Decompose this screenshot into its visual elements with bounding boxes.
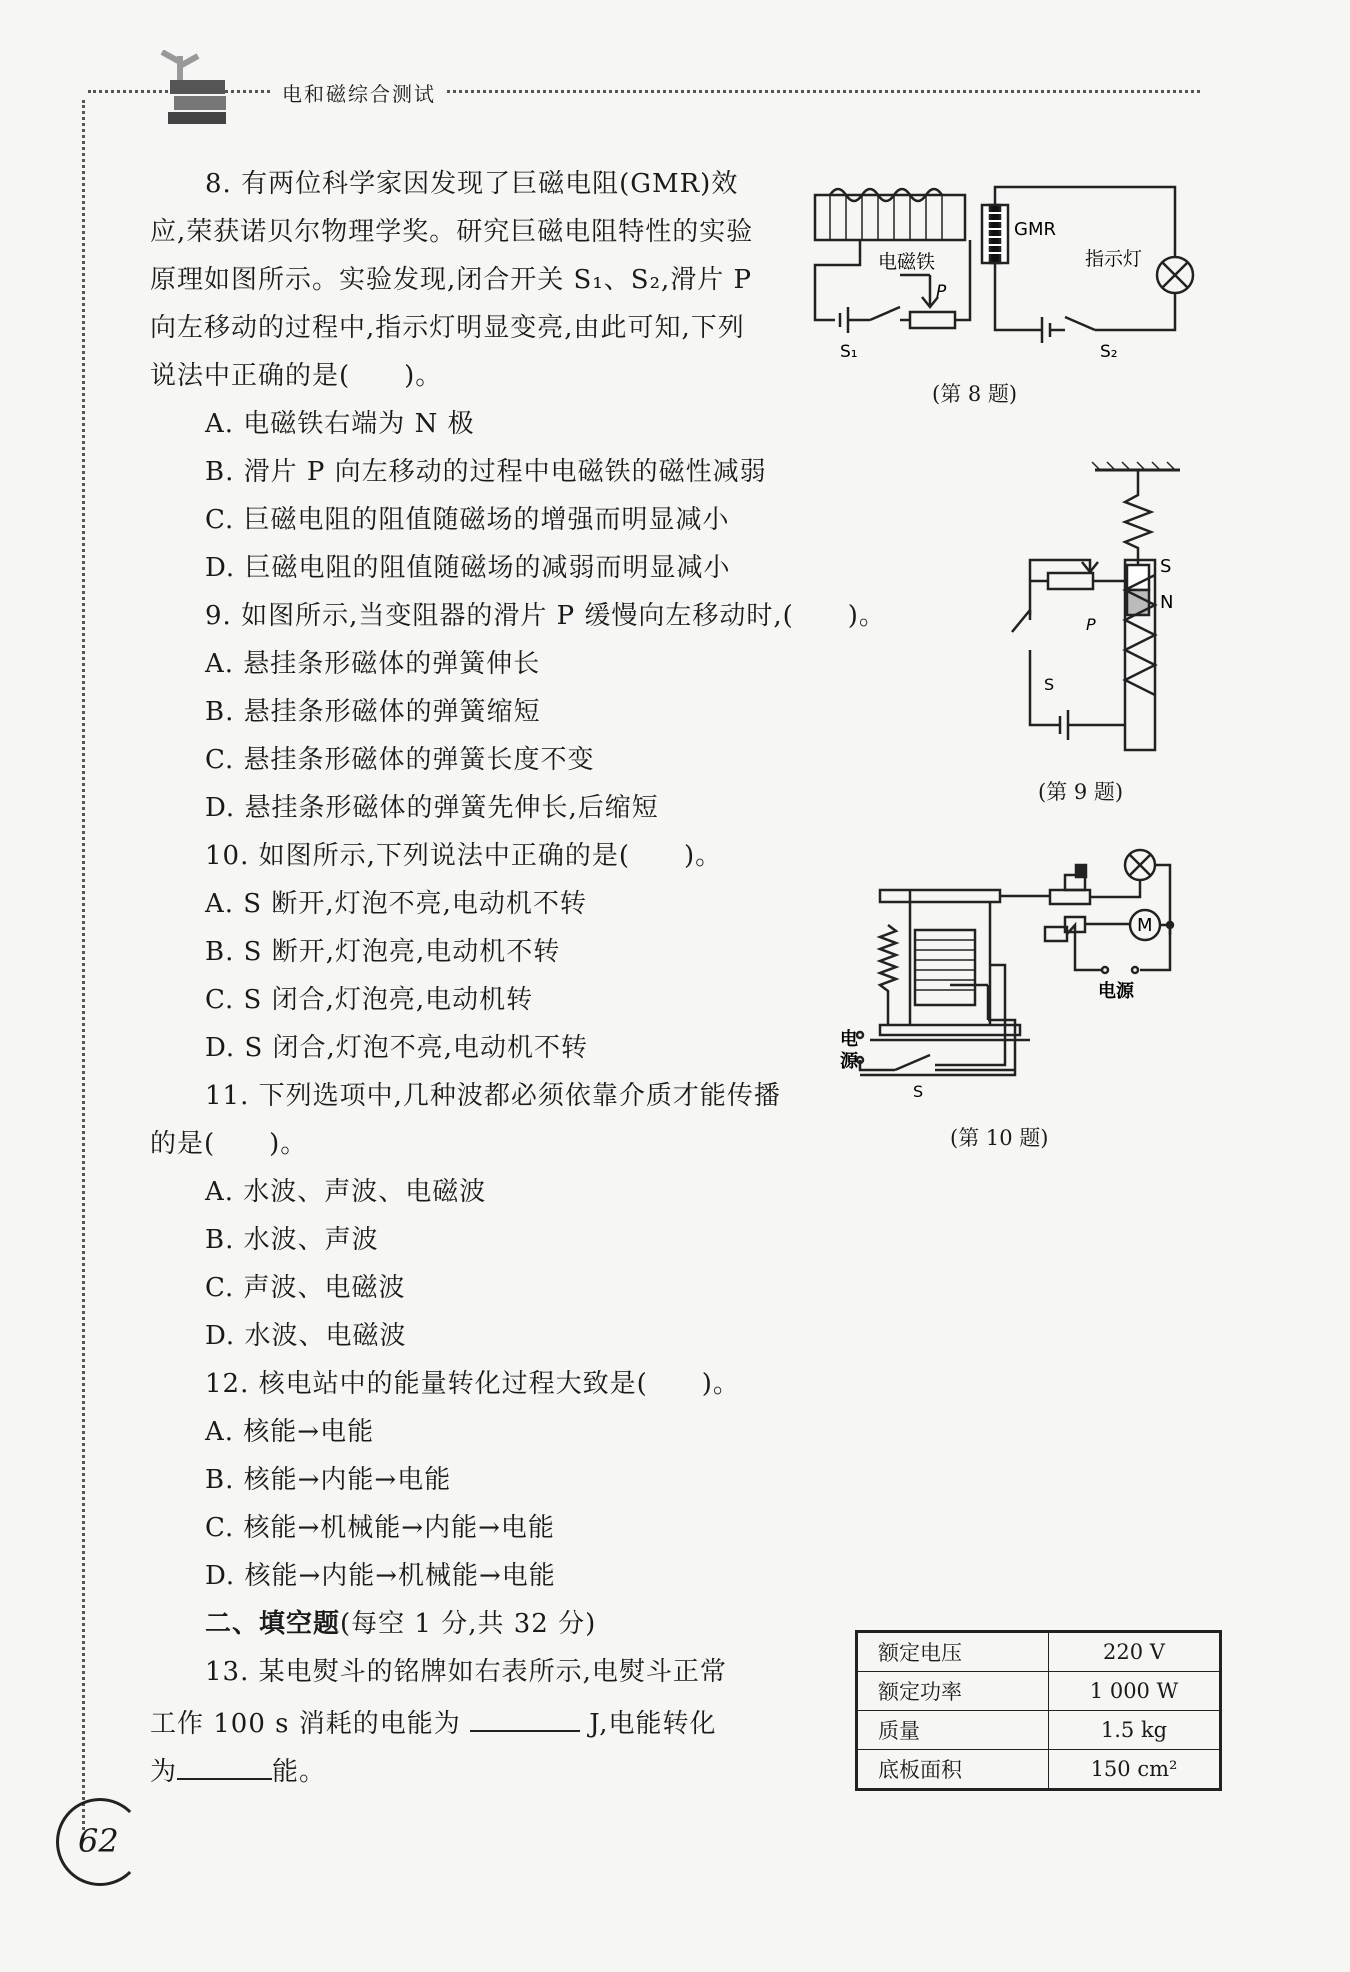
q9-s-pole-label: S xyxy=(1160,556,1172,577)
side-rule xyxy=(82,100,85,1830)
header-rule xyxy=(88,90,1200,93)
q10-source-left-label-2: 源 xyxy=(840,1051,858,1072)
q8-line-5: 说法中正确的是( )。 xyxy=(150,361,443,391)
spec-value: 150 cm² xyxy=(1049,1750,1221,1790)
q10-option-c: C. S 闭合,灯泡亮,电动机转 xyxy=(205,985,534,1015)
q11-option-c: C. 声波、电磁波 xyxy=(205,1273,406,1303)
q9-s-label: S xyxy=(1044,675,1055,694)
q10-source-left-label-1: 电 xyxy=(840,1029,858,1050)
section-2-heading xyxy=(205,1608,596,1640)
q9-caption: (第 9 题) xyxy=(1038,780,1124,804)
spec-value: 1 000 W xyxy=(1049,1672,1221,1711)
q8-s2-label: S₂ xyxy=(1100,342,1118,362)
q12-option-a: A. 核能→电能 xyxy=(205,1417,375,1447)
q8-line-1: 8. 有两位科学家因发现了巨磁电阻(GMR)效 xyxy=(205,169,739,199)
q8-option-b: B. 滑片 P 向左移动的过程中电磁铁的磁性减弱 xyxy=(205,457,767,487)
q8-lamp-label: 指示灯 xyxy=(1085,248,1143,270)
q13-line-2 xyxy=(150,1704,716,1740)
spec-key: 额定电压 xyxy=(857,1632,1049,1672)
spec-value: 220 V xyxy=(1049,1632,1221,1672)
spec-value: 1.5 kg xyxy=(1049,1711,1221,1750)
q10-option-b: B. S 断开,灯泡亮,电动机不转 xyxy=(205,937,561,967)
q12-option-d: D. 核能→内能→机械能→电能 xyxy=(205,1561,556,1591)
q13-blank-form[interactable] xyxy=(177,1752,272,1780)
table-row xyxy=(857,1632,1221,1672)
q9-stem: 9. 如图所示,当变阻器的滑片 P 缓慢向左移动时,( )。 xyxy=(205,601,886,631)
iron-spec-table xyxy=(855,1630,1222,1791)
q8-line-4: 向左移动的过程中,指示灯明显变亮,由此可知,下列 xyxy=(150,313,745,343)
q13-line-2-start: 工作 100 s 消耗的电能为 xyxy=(150,1709,461,1739)
q11-option-a: A. 水波、声波、电磁波 xyxy=(205,1177,487,1207)
q10-option-a: A. S 断开,灯泡不亮,电动机不转 xyxy=(205,889,587,919)
q13-blank-energy[interactable] xyxy=(470,1704,580,1732)
q9-option-b: B. 悬挂条形磁体的弹簧缩短 xyxy=(205,697,541,727)
section-2-note: (每空 1 分,共 32 分) xyxy=(340,1609,597,1639)
spec-key: 额定功率 xyxy=(857,1672,1049,1711)
q12-stem: 12. 核电站中的能量转化过程大致是( )。 xyxy=(205,1369,740,1399)
q13-line-3 xyxy=(150,1752,326,1788)
section-2-title: 二、填空题 xyxy=(205,1609,341,1639)
q10-option-d: D. S 闭合,灯泡不亮,电动机不转 xyxy=(205,1033,589,1063)
q8-line-3: 原理如图所示。实验发现,闭合开关 S₁、S₂,滑片 P xyxy=(150,265,753,295)
q8-gmr-label: GMR xyxy=(1014,219,1056,240)
q10-relay-circuit-diagram xyxy=(840,845,1180,1115)
q11-line-2: 的是( )。 xyxy=(150,1129,308,1159)
q10-s-label: S xyxy=(913,1082,924,1101)
q11-option-b: B. 水波、声波 xyxy=(205,1225,379,1255)
books-logo-icon xyxy=(140,50,240,130)
q9-option-d: D. 悬挂条形磁体的弹簧先伸长,后缩短 xyxy=(205,793,659,823)
spec-key: 质量 xyxy=(857,1711,1049,1750)
q12-option-b: B. 核能→内能→电能 xyxy=(205,1465,452,1495)
page-number: 62 xyxy=(78,1822,119,1860)
q9-spring-circuit-diagram xyxy=(1000,460,1200,760)
q10-motor-label: M xyxy=(1137,915,1153,936)
q9-p-label: P xyxy=(1086,615,1096,634)
q8-option-a: A. 电磁铁右端为 N 极 xyxy=(205,409,475,439)
spec-key: 底板面积 xyxy=(857,1750,1049,1790)
q9-option-a: A. 悬挂条形磁体的弹簧伸长 xyxy=(205,649,541,679)
q13-line-3-end: 能。 xyxy=(272,1757,327,1787)
q8-option-d: D. 巨磁电阻的阻值随磁场的减弱而明显减小 xyxy=(205,553,731,583)
q10-source-right-label: 电源 xyxy=(1098,981,1134,1002)
q13-line-2-end: J,电能转化 xyxy=(589,1709,717,1739)
header-title: 电和磁综合测试 xyxy=(272,78,446,107)
q8-electromagnet-label: 电磁铁 xyxy=(878,251,936,273)
q13-line-3-start: 为 xyxy=(150,1757,178,1787)
q9-option-c: C. 悬挂条形磁体的弹簧长度不变 xyxy=(205,745,595,775)
q8-caption: (第 8 题) xyxy=(932,382,1018,406)
q8-option-c: C. 巨磁电阻的阻值随磁场的增强而明显减小 xyxy=(205,505,730,535)
q10-caption: (第 10 题) xyxy=(950,1126,1049,1150)
table-row xyxy=(857,1672,1221,1711)
table-row xyxy=(857,1711,1221,1750)
q10-stem: 10. 如图所示,下列说法中正确的是( )。 xyxy=(205,841,723,871)
q13-line-1: 13. 某电熨斗的铭牌如右表所示,电熨斗正常 xyxy=(205,1657,727,1687)
q12-option-c: C. 核能→机械能→内能→电能 xyxy=(205,1513,555,1543)
q11-option-d: D. 水波、电磁波 xyxy=(205,1321,407,1351)
q11-line-1: 11. 下列选项中,几种波都必须依靠介质才能传播 xyxy=(205,1081,781,1111)
q8-line-2: 应,荣获诺贝尔物理学奖。研究巨磁电阻特性的实验 xyxy=(150,217,754,247)
q8-p-label: P xyxy=(936,282,947,302)
q8-s1-label: S₁ xyxy=(840,342,858,362)
q9-n-pole-label: N xyxy=(1160,592,1174,613)
table-row xyxy=(857,1750,1221,1790)
q8-circuit-diagram xyxy=(800,175,1210,375)
